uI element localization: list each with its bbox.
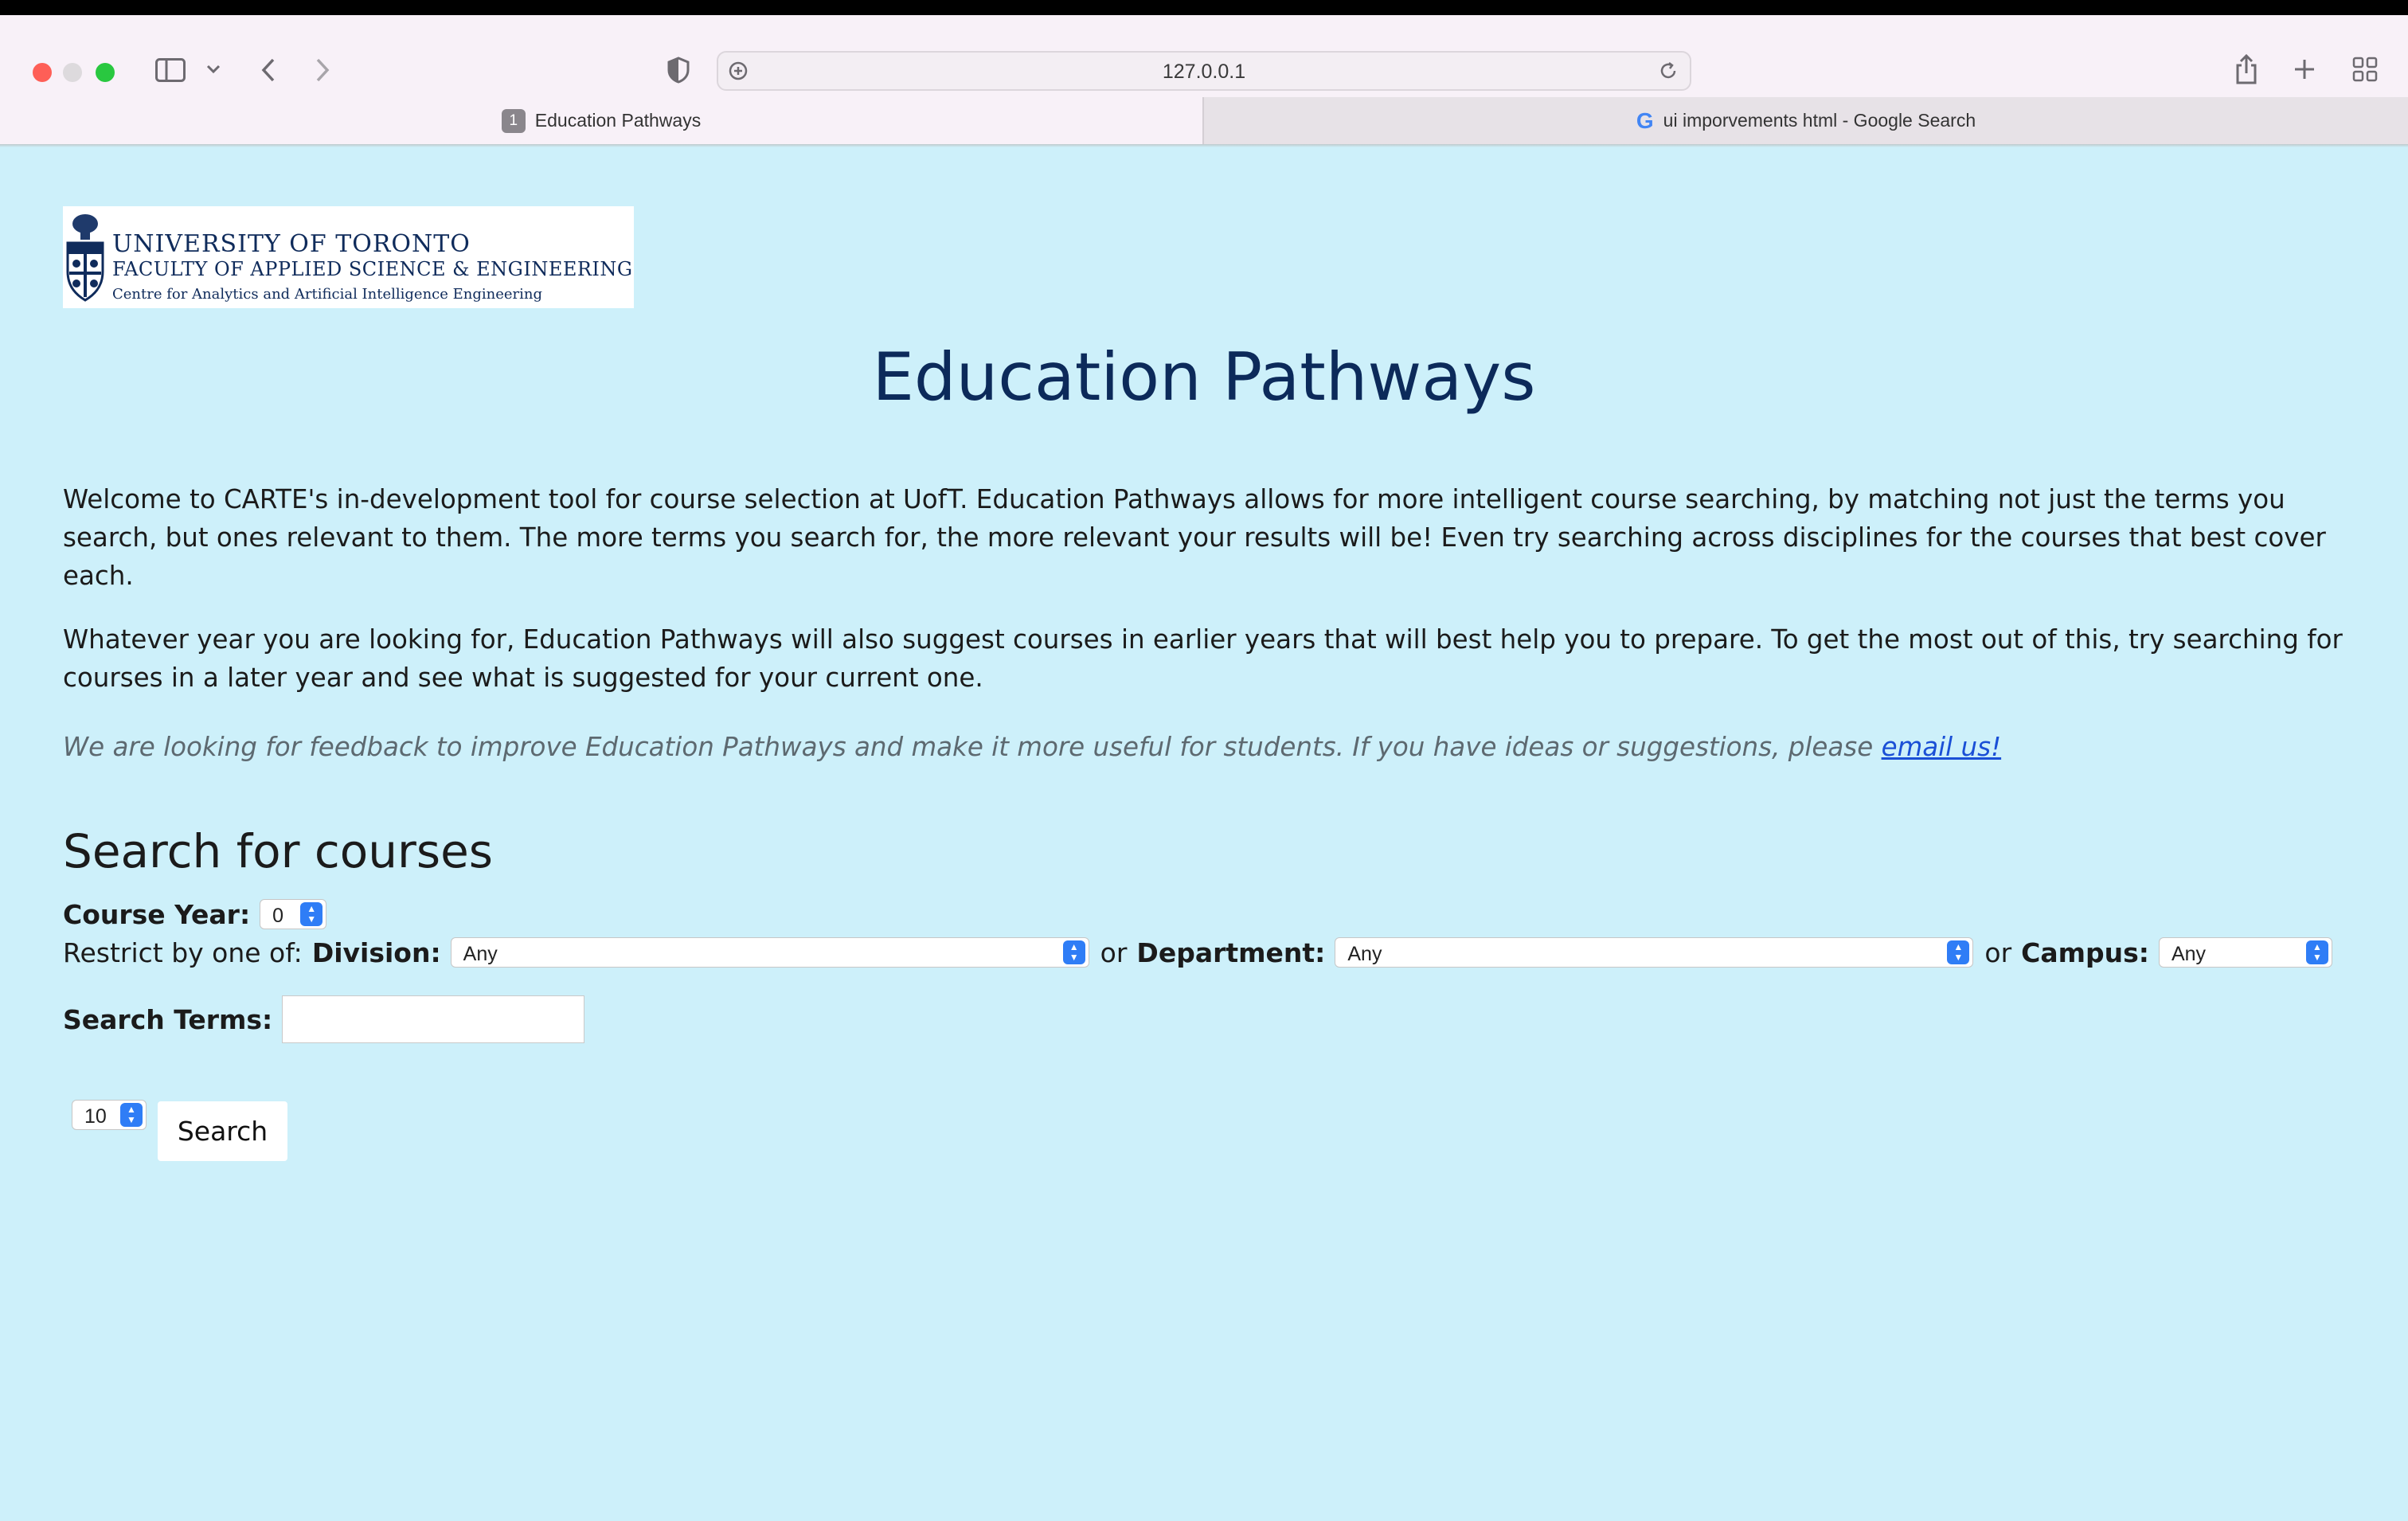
tab-bar — [0, 97, 2408, 144]
restrict-label: Restrict by one of: — [63, 936, 303, 968]
tab-label: Education Pathways — [534, 110, 702, 131]
search-terms-row — [63, 995, 584, 1043]
tab-google-search[interactable] — [1202, 97, 2408, 144]
feedback-text: We are looking for feedback to improve Education Pathways and make it more useful for students. If you have ideas or suggestions, please — [63, 732, 1882, 762]
results-count-value: 10 — [84, 1105, 107, 1128]
select-arrows-icon: ▲ ▼ — [1063, 940, 1085, 964]
tab-label: ui imporvements html - Google Search — [1663, 110, 1976, 131]
tab-number-badge: 1 — [502, 109, 526, 133]
uoft-carte-logo — [63, 206, 634, 308]
course-year-label: Course Year: — [63, 898, 251, 930]
chevron-down-icon[interactable] — [204, 60, 223, 79]
forward-icon[interactable] — [311, 55, 334, 85]
email-us-link[interactable]: email us! — [1881, 732, 2002, 762]
campus-select[interactable] — [2159, 937, 2332, 968]
campus-label: Campus: — [2021, 936, 2149, 968]
intro-paragraph: Welcome to CARTE's in-development tool for course selection at UofT. Education Pathways allows for more intelligent course searching, by matching not just the terms you search, but ones relevant to them. The more terms you search for, the more relevant your results will be! Even try searching across disciplines for the courses that best cover each. — [63, 484, 2326, 591]
results-count-select[interactable] — [72, 1100, 147, 1130]
uoft-crest-icon — [64, 208, 106, 307]
select-arrows-icon: ▲ ▼ — [120, 1103, 143, 1127]
division-label: Division: — [311, 936, 441, 968]
page-title: Education Pathways — [872, 338, 1536, 416]
address-bar[interactable] — [717, 51, 1691, 91]
new-tab-icon[interactable] — [2290, 55, 2319, 84]
department-label: Department: — [1136, 936, 1326, 968]
search-terms-input[interactable] — [282, 995, 584, 1043]
logo-line-centre: Centre for Analytics and Artificial Intelligence Engineering — [112, 286, 543, 303]
google-g-icon: G — [1636, 108, 1654, 133]
or-text: or — [1100, 936, 1128, 968]
search-button[interactable]: Search — [158, 1101, 287, 1161]
share-icon[interactable] — [2233, 52, 2260, 87]
zoom-window-button[interactable] — [96, 63, 115, 82]
course-year-value: 0 — [272, 905, 284, 927]
tab-education-pathways[interactable] — [0, 97, 1202, 144]
logo-line-faculty: FACULTY OF APPLIED SCIENCE & ENGINEERING — [112, 258, 633, 280]
campus-value: Any — [2171, 943, 2207, 965]
minimize-window-button[interactable] — [63, 63, 82, 82]
or-text: or — [1984, 936, 2012, 968]
tab-overview-icon[interactable] — [2351, 55, 2379, 84]
select-arrows-icon: ▲ ▼ — [2306, 940, 2328, 964]
toolbar-shadow — [0, 144, 2408, 147]
logo-line-university: UNIVERSITY OF TORONTO — [112, 230, 471, 258]
restrict-row — [63, 935, 2332, 970]
year-note-paragraph: Whatever year you are looking for, Education Pathways will also suggest courses in earlier years that will best help you to prepare. To get the most out of this, try searching for courses in a later year and see what is suggested for your current one. — [63, 624, 2343, 693]
shield-icon[interactable] — [664, 55, 693, 85]
feedback-paragraph — [63, 728, 2348, 766]
department-value: Any — [1347, 943, 1382, 965]
select-arrows-icon: ▲ ▼ — [1947, 940, 1969, 964]
menu-bar-strip — [0, 0, 2408, 15]
reload-icon[interactable] — [1656, 59, 1680, 83]
search-heading: Search for courses — [63, 824, 493, 878]
course-year-row — [63, 897, 326, 932]
url-text: 127.0.0.1 — [1162, 61, 1246, 83]
division-value: Any — [463, 943, 498, 965]
search-terms-label: Search Terms: — [63, 1003, 273, 1035]
close-window-button[interactable] — [33, 63, 52, 82]
back-icon[interactable] — [256, 55, 280, 85]
sidebar-icon[interactable] — [154, 57, 186, 84]
department-select[interactable] — [1335, 937, 1973, 968]
select-arrows-icon: ▲ ▼ — [300, 902, 322, 926]
division-select[interactable] — [451, 937, 1089, 968]
browser-toolbar — [0, 15, 2408, 144]
course-year-select[interactable] — [260, 899, 326, 929]
